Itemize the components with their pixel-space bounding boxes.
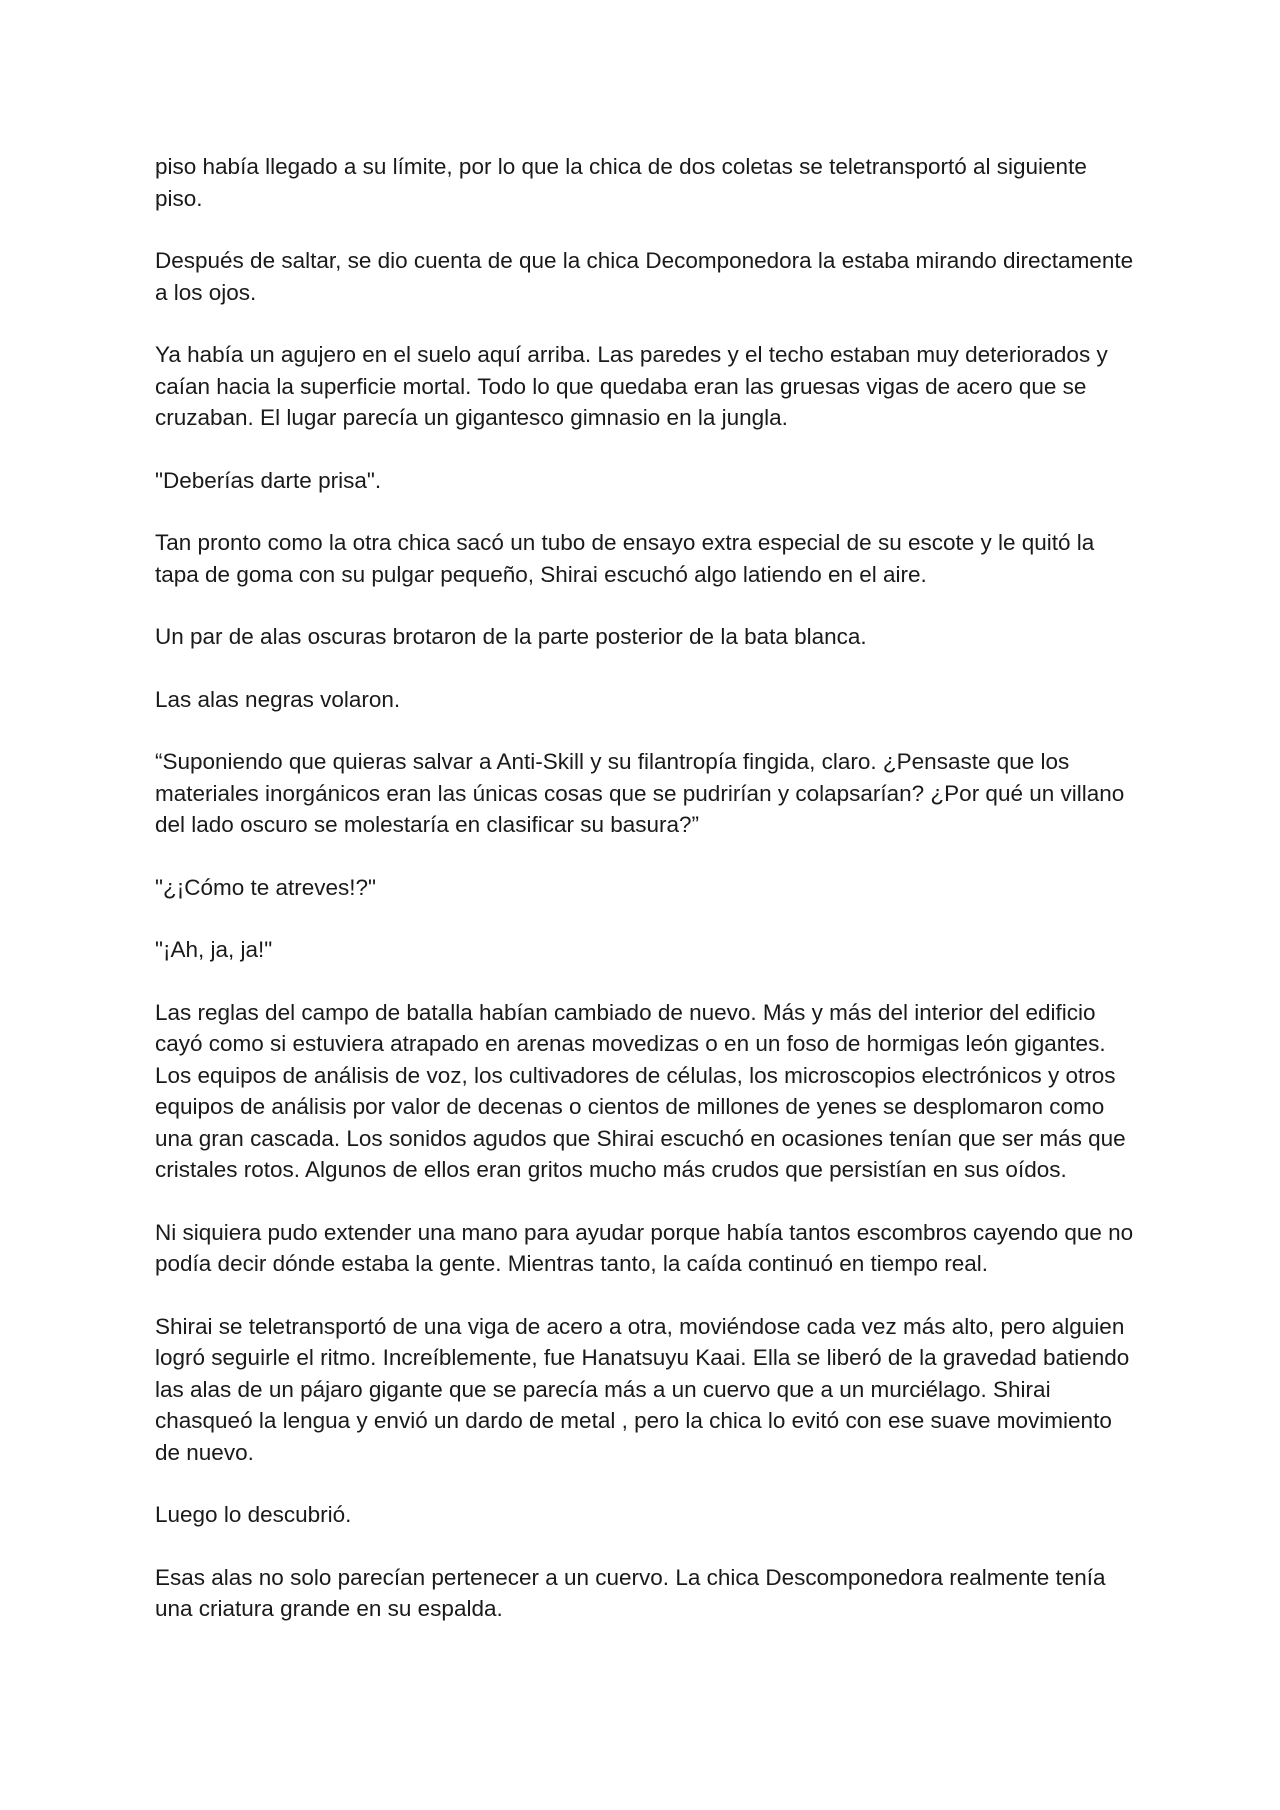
- paragraph: Después de saltar, se dio cuenta de que la chica Decomponedora la estaba mirando directamente a los ojos.: [155, 248, 1134, 305]
- paragraph: "¿¡Cómo te atreves!?": [155, 874, 377, 900]
- paragraph: Ni siquiera pudo extender una mano para ayudar porque había tantos escombros cayendo que no podía decir dónde estaba la gente. Mientras tanto, la caída continuó en tiempo real.: [155, 1219, 1134, 1276]
- paragraph: Las alas negras volaron.: [155, 686, 401, 712]
- paragraph: Shirai se teletransportó de una viga de acero a otra, moviéndose cada vez más alto, pero alguien logró seguirle el ritmo. Increíblemente, fue Hanatsuyu Kaai. Ella se liberó de la gravedad batiendo las alas de un pájaro gigante que se parecía más a un cuervo que a un murciélago. Shirai chasqueó la lengua y envió un dardo de metal , pero la chica lo evitó con ese suave movimiento de nuevo.: [155, 1313, 1130, 1465]
- paragraph: piso había llegado a su límite, por lo que la chica de dos coletas se teletransportó al siguiente piso.: [155, 154, 1087, 211]
- paragraph: Ya había un agujero en el suelo aquí arriba. Las paredes y el techo estaban muy deteriorados y caían hacia la superficie mortal. Todo lo que quedaba eran las gruesas vigas de acero que se cruzaban. El lugar parecía un gigantesco gimnasio en la jungla.: [155, 342, 1108, 430]
- paragraph: Tan pronto como la otra chica sacó un tubo de ensayo extra especial de su escote y le quitó la tapa de goma con su pulgar pequeño, Shirai escuchó algo latiendo en el aire.: [155, 530, 1095, 587]
- paragraph: Las reglas del campo de batalla habían cambiado de nuevo. Más y más del interior del edificio cayó como si estuviera atrapado en arenas movedizas o en un foso de hormigas león gigantes. Los equipos de análisis de voz, los cultivadores de células, los microscopios electrónicos y otros equipos de análisis por valor de decenas o cientos de millones de yenes se desplomaron como una gran cascada. Los sonidos agudos que Shirai escuchó en ocasiones tenían que ser más que cristales rotos. Algunos de ellos eran gritos mucho más crudos que persistían en sus oídos.: [155, 999, 1126, 1182]
- paragraph: Luego lo descubrió.: [155, 1502, 352, 1527]
- document-body: [155, 151, 1140, 1656]
- paragraph: Un par de alas oscuras brotaron de la parte posterior de la bata blanca.: [155, 624, 867, 649]
- paragraph: "¡Ah, ja, ja!": [155, 937, 273, 962]
- paragraph: Esas alas no solo parecían pertenecer a un cuervo. La chica Descomponedora realmente tenía una criatura grande en su espalda.: [155, 1564, 1106, 1621]
- paragraph: "Deberías darte prisa".: [155, 467, 382, 493]
- paragraph: “Suponiendo que quieras salvar a Anti-Skill y su filantropía fingida, claro. ¿Pensaste que los materiales inorgánicos eran las únicas cosas que se pudrirían y colapsarían? ¿Por qué un villano del lado oscuro se molestaría en clasificar su basura?”: [155, 749, 1125, 837]
